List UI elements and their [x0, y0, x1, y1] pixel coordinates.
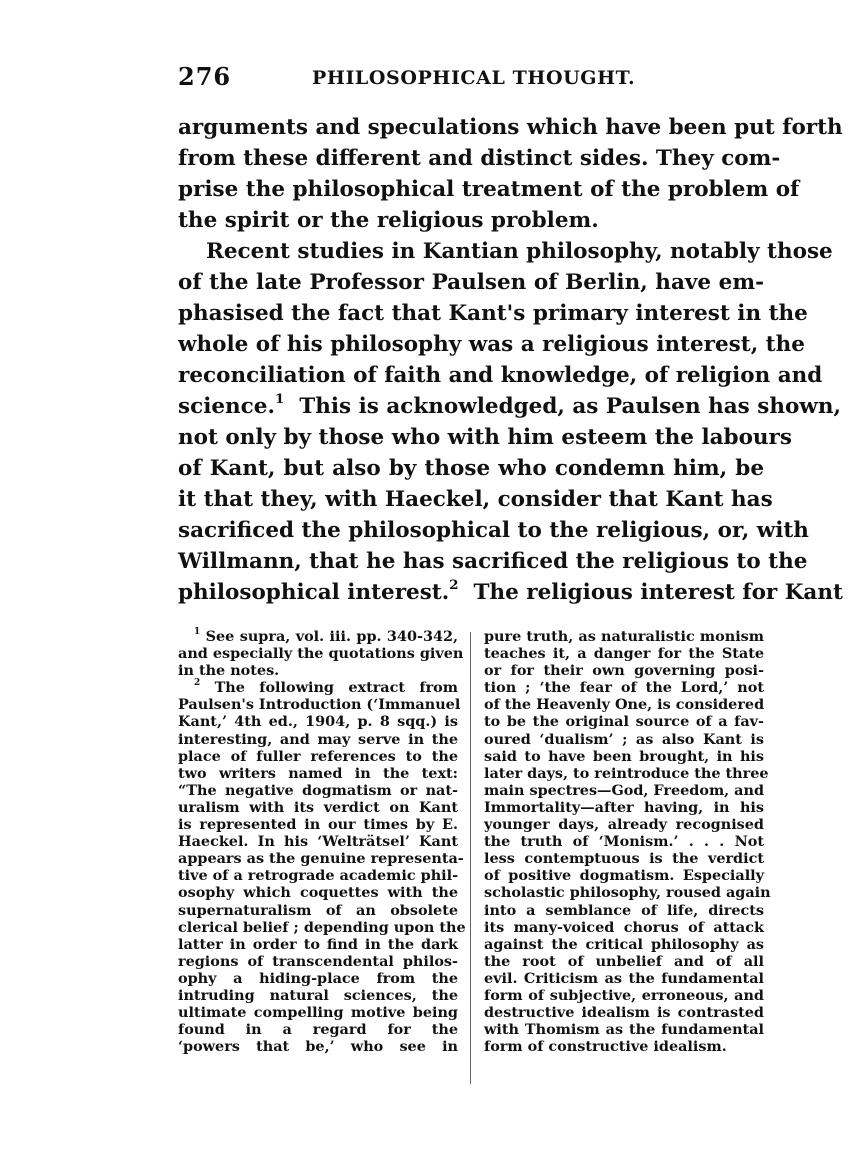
- footnote-line: clerical belief ; depending upon the: [178, 918, 466, 936]
- footnote-line: to be the original source of a fav-: [484, 713, 764, 731]
- footnote-line: oured ‘dualism’ ; as also Kant is: [484, 730, 764, 748]
- footnote-line: osophy which coquettes with the: [178, 884, 458, 902]
- footnote-line: found in a regard for the: [178, 1021, 458, 1039]
- footnote-2-line: [178, 679, 458, 696]
- footnote-line: into a semblance of life, directs: [484, 901, 764, 919]
- footnote-line: main spectres—God, Freedom, and: [484, 781, 765, 799]
- footnote-line: form of constructive idealism.: [484, 1038, 727, 1056]
- footnote-line: and especially the quotations given: [178, 645, 464, 663]
- footnote-line: is represented in our times by E.: [178, 816, 458, 834]
- text-line-with-footnote-1: [178, 390, 841, 422]
- footnote-line: scholastic philosophy, roused again: [484, 884, 771, 902]
- footnote-line: younger days, already recognised: [484, 816, 764, 834]
- running-title: PHILOSOPHICAL THOUGHT.: [312, 67, 636, 89]
- text-line: phasised the fact that Kant's primary interest in the: [178, 301, 808, 326]
- text-segment: science.: [178, 394, 275, 419]
- text-line: of Kant, but also by those who condemn him, be: [178, 456, 764, 481]
- footnote-line: with Thomism as the fundamental: [484, 1021, 764, 1039]
- footnote-line: “The negative dogmatism or nat-: [178, 781, 458, 799]
- footnote-line: ‘powers that be,’ who see in: [178, 1038, 458, 1056]
- footnote-line: of positive dogmatism. Especially: [484, 867, 764, 885]
- text-line: arguments and speculations which have been put forth: [178, 115, 843, 140]
- footnote-line: ophy a hiding-place from the: [178, 969, 458, 987]
- footnote-line: evil. Criticism as the fundamental: [484, 969, 764, 987]
- text-segment: This is acknowledged, as Paulsen has shown,: [299, 394, 841, 419]
- text-line: Willmann, that he has sacrificed the religious to the: [178, 549, 808, 574]
- footnote-line: uralism with its verdict on Kant: [178, 798, 458, 816]
- footnote-line: Haeckel. In his ‘Welträtsel’ Kant: [178, 833, 458, 851]
- footnote-line: said to have been brought, in his: [484, 747, 764, 765]
- main-text: [178, 112, 843, 608]
- footnote-line: teaches it, a danger for the State: [484, 645, 764, 663]
- footnote-line: tion ; ‘the fear of the Lord,’ not: [484, 679, 764, 697]
- footnote-line: appears as the genuine representa-: [178, 850, 464, 868]
- footnote-line: pure truth, as naturalistic monism: [484, 628, 764, 645]
- footnote-line: less contemptuous is the verdict: [484, 850, 764, 868]
- footnote-line: Kant,’ 4th ed., 1904, p. 8 sqq.) is: [178, 713, 458, 731]
- footnote-ref-1: 1: [274, 390, 285, 407]
- footnote-line: of the Heavenly One, is considered: [484, 696, 765, 714]
- footnote-line: its many-voiced chorus of attack: [484, 918, 764, 936]
- footnote-line: interesting, and may serve in the: [178, 730, 458, 748]
- text-line: prise the philosophical treatment of the problem of: [178, 177, 800, 202]
- footnote-line: tive of a retrograde academic phil-: [178, 867, 459, 885]
- text-line: it that they, with Haeckel, consider that Kant has: [178, 487, 773, 512]
- text-line: from these different and distinct sides. They com-: [178, 146, 781, 171]
- column-divider: [470, 632, 471, 1084]
- footnote-line: supernaturalism of an obsolete: [178, 901, 458, 919]
- footnote-line: two writers named in the text:: [178, 764, 458, 782]
- footnote-line: Paulsen's Introduction (‘Immanuel: [178, 696, 461, 714]
- footnote-line: or for their own governing posi-: [484, 662, 764, 680]
- footnotes-left-column: [178, 626, 466, 1056]
- footnote-mark-1: 1: [194, 626, 201, 637]
- text-line: the spirit or the religious problem.: [178, 208, 599, 233]
- footnote-line: the truth of ‘Monism.’ . . . Not: [484, 833, 764, 851]
- footnote-line: intruding natural sciences, the: [178, 986, 458, 1004]
- footnote-line: later days, to reintroduce the three: [484, 764, 769, 782]
- text-segment: The religious interest for Kant: [473, 580, 843, 605]
- footnote-line: in the notes.: [178, 662, 280, 680]
- footnote-1-line: [178, 628, 458, 645]
- footnote-line: form of subjective, erroneous, and: [484, 986, 764, 1004]
- text-line: reconciliation of faith and knowledge, of religion and: [178, 363, 823, 388]
- text-line: Recent studies in Kantian philosophy, notably those: [206, 239, 833, 264]
- footnote-text: See supra, vol. iii. pp. 340-342,: [205, 628, 458, 645]
- footnote-line: latter in order to find in the dark: [178, 935, 458, 953]
- footnotes-right-column: [484, 628, 771, 1056]
- footnote-line: Immortality—after having, in his: [484, 798, 764, 816]
- text-line: sacrificed the philosophical to the religious, or, with: [178, 518, 809, 543]
- footnote-mark-2: 2: [194, 678, 201, 689]
- footnote-line: regions of transcendental philos-: [178, 952, 458, 970]
- footnote-text: The following extract from: [214, 679, 458, 697]
- footnote-line: against the critical philosophy as: [484, 935, 764, 953]
- footnote-ref-2: 2: [449, 576, 459, 593]
- footnote-line: ultimate compelling motive being: [178, 1004, 458, 1022]
- text-line-with-footnote-2: [178, 576, 843, 608]
- footnote-line: place of fuller references to the: [178, 747, 458, 765]
- text-segment: philosophical interest.: [178, 580, 450, 605]
- text-line: whole of his philosophy was a religious interest, the: [178, 332, 805, 357]
- page-number: 276: [178, 62, 232, 91]
- text-line: of the late Professor Paulsen of Berlin, have em-: [178, 270, 764, 295]
- footnote-line: the root of unbelief and of all: [484, 952, 764, 970]
- text-line: not only by those who with him esteem the labours: [178, 425, 792, 450]
- footnote-line: destructive idealism is contrasted: [484, 1004, 764, 1022]
